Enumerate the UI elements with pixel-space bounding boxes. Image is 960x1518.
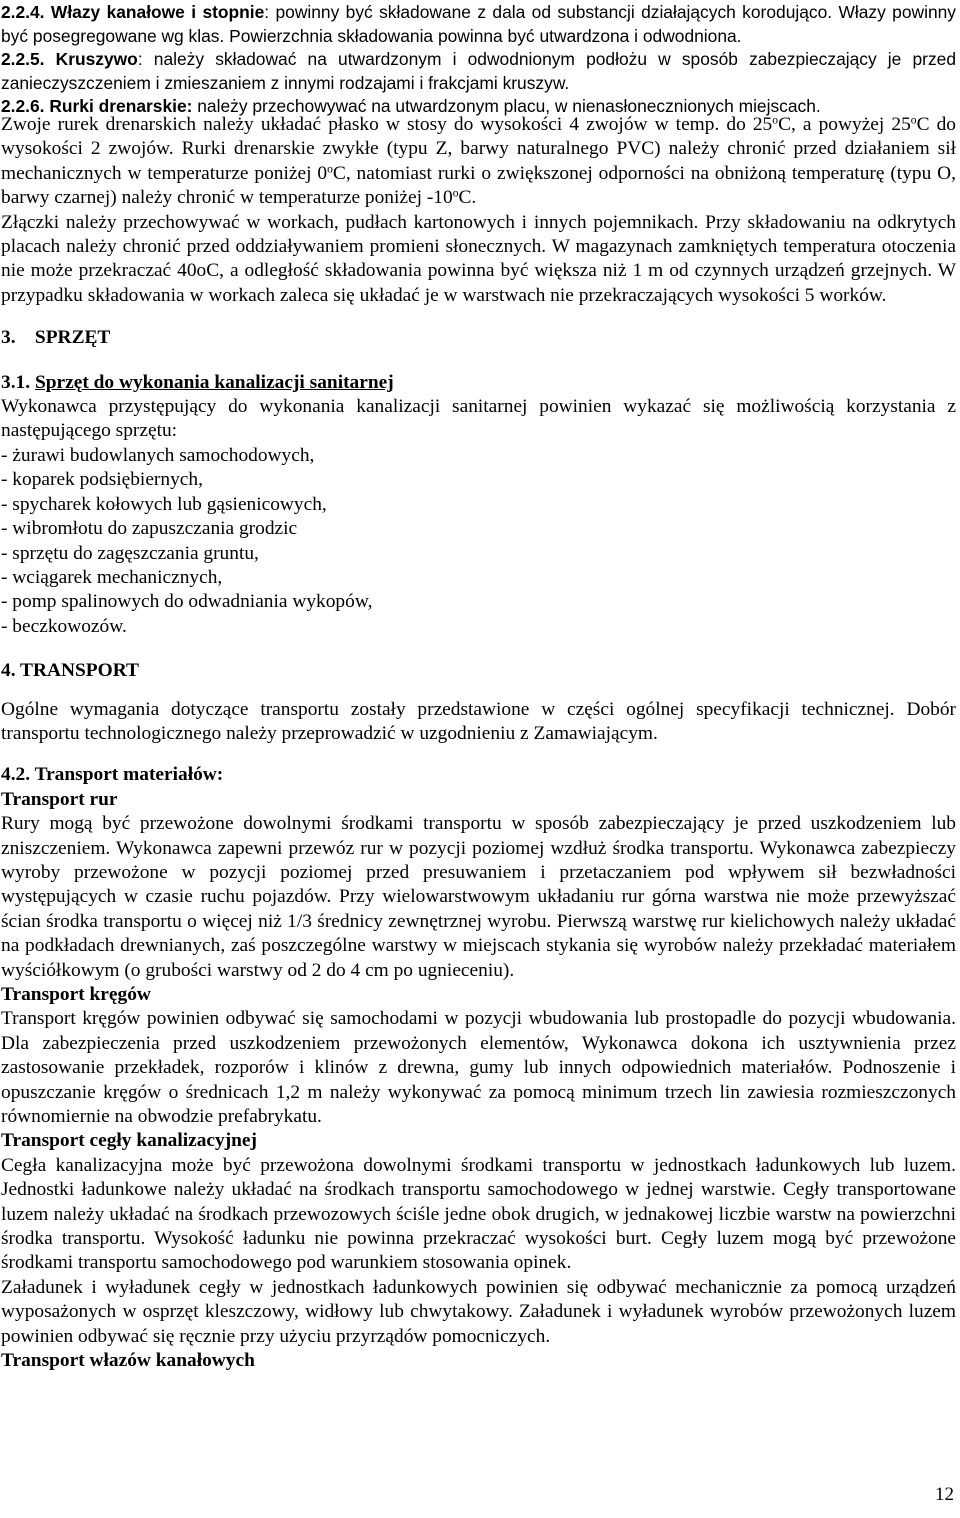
section-number: 3.1. [1, 371, 35, 393]
list-item: - koparek podsiębiernych, [1, 469, 203, 491]
rings-transport-text: Transport kręgów powinien odbywać się samochodami w pozycji wbudowania lub prostopadle do pozycji wbudowania. Dla zabezpieczenia przed uszkodzeniem przewożonych elementów, Wykonawca dokona ich usztywnienia przez zastosowanie przekładek, rozporów i klinów z drewna, gumy lub innych odpowiednich materiałów. Podnoszenie i opuszczanie kręgów o średnicach 1,2 m należy wykonywać za pomocą minimum trzech lin zawiesia rozmieszczonych równomiernie na obwodzie prefabrykatu. [1, 1008, 956, 1128]
section-text: należy przechowywać na utwardzonym placu, w nienasłonecznionych miejscach. [192, 96, 821, 116]
section-3-heading: 3. SPRZĘT [1, 327, 111, 349]
brick-transport-heading: Transport cegły kanalizacyjnej [1, 1130, 257, 1152]
list-item: - pomp spalinowych do odwadniania wykopów, [1, 591, 373, 613]
degree-mark: o [327, 162, 333, 176]
fittings-paragraph: Złączki należy przechowywać w workach, pudłach kartonowych i innych pojemnikach. Przy składowaniu na odkrytych placach należy chronić przed oddziaływaniem promieni słonecznych. W magazynach zamkniętych temperatura otoczenia nie może przekraczać 40oC, a odległość składowania powinna być większa niż 1 m od czynnych urządzeń grzejnych. W przypadku składowania w workach zaleca się układać je w warstwach nie przekraczających wysokości 5 worków. [1, 211, 956, 306]
section-number: 2.2.4. [1, 2, 45, 22]
section-number: 2.2.6. [1, 96, 45, 116]
section-title: Kruszywo [55, 49, 138, 69]
section-4-heading: 4. TRANSPORT [1, 660, 139, 682]
section-title: Rurki drenarskie: [49, 96, 193, 116]
text-run: C. [458, 187, 477, 209]
section-text: : powinny być składowane z dala od substancji działających korodująco. Włazy powinny być posegregowane wg klas. Powierzchnia składowania powinna być utwardzona i odwodniona. [1, 2, 956, 46]
list-item: - wibromłotu do zapuszczania grodzic [1, 518, 298, 540]
degree-mark: o [910, 113, 917, 127]
pipes-transport-heading: Transport rur [1, 788, 118, 810]
text-run: C do wysokości 2 zwojów. [1, 114, 956, 160]
section-text: : należy składować na utwardzonym i odwodnionym podłożu w sposób zabezpieczający je przed zanieczyszczeniem i zmieszaniem z innymi rodzajami i frakcjami kruszyw. [1, 49, 956, 93]
brick-transport-text: Cegła kanalizacyjna może być przewożona dowolnymi środkami transportu w jednostkach ładunkowych lub luzem. Jednostki ładunkowe należy układać na środkach transportu samochodowego w jednej warstwie. Cegły transportowane luzem należy układać na środkach przewozowych ściśle jedne obok drugich, w jednakowej liczbie warstw na powierzchni środka transportu. Wysokość ładunku nie powinna przekraczać wysokości burt. Cegły luzem mogą być przewożone środkami transportu samochodowego pod warunkiem stosowania opinek. [1, 1154, 956, 1274]
page-number: 12 [935, 1484, 954, 1505]
pipes-transport-text: Rury mogą być przewożone dowolnymi środkami transportu w sposób zabezpieczający je przed uszkodzeniem lub zniszczeniem. Wykonawca zapewni przewóz rur w pozycji poziomej wzdłuż środka transportu. Wykonawca zabezpieczy wyroby przewożone w pozycji poziomej przed presuwaniem i przetaczaniem pod wpływem sił bezwładności występujących w czasie ruchu pojazdów. Przy wielowarstwowym układaniu rur górna warstwa nie może przewyższać ścian środka transportu o więcej niż 1/3 średnicy zewnętrznej wyrobu. Pierwszą warstwę rur kielichowych należy układać na podkładach drewnianych, zaś poszczególne warstwy w miejscach stykania się wyrobów należy przekładać materiałem wyściółkowym (o grubości warstwy od 2 do 4 cm po ugnieceniu). [1, 813, 956, 981]
equipment-list [1, 444, 956, 639]
list-item: - żurawi budowlanych samochodowych, [1, 444, 315, 466]
equipment-intro: Wykonawca przystępujący do wykonania kanalizacji sanitarnej powinien wykazać się możliwością korzystania z następującego sprzętu: [1, 396, 956, 442]
list-item: - beczkowozów. [1, 615, 127, 637]
section-title: Sprzęt do wykonania kanalizacji sanitarnej [34, 371, 394, 393]
main-text [1, 113, 956, 1374]
section-3-1-heading [1, 371, 956, 395]
section-4-2-heading: 4.2. Transport materiałów: [1, 764, 224, 786]
degree-mark: o [772, 113, 779, 127]
list-item: - sprzętu do zagęszczania gruntu, [1, 542, 259, 564]
drainage-pipes-paragraph [1, 113, 956, 211]
section-title: Włazy kanałowe i stopnie [50, 2, 265, 22]
text-run: Zwoje rurek drenarskich należy układać płasko w stosy do wysokości 4 zwojów w temp. do 25 [1, 114, 773, 135]
list-item: - spycharek kołowych lub gąsienicowych, [1, 493, 327, 515]
transport-intro: Ogólne wymagania dotyczące transportu zostały przedstawione w części ogólnej specyfikacji technicznej. Dobór transportu technologicznego należy przeprowadzić w uzgodnieniu z Zamawiającym. [1, 698, 956, 744]
text-run: C, a powyżej 25 [778, 114, 911, 135]
text-run: Rurki drenarskie zwykłe (typu Z, barwy naturalnego PVC) należy chronić przed działaniem sił mechanicznych w temperaturze poniżej 0 [1, 138, 957, 184]
degree-mark: o [452, 186, 459, 200]
list-item: - wciągarek mechanicznych, [1, 566, 223, 588]
section-2-2-5 [1, 48, 956, 95]
section-number: 2.2.5. [1, 49, 45, 69]
rings-transport-heading: Transport kręgów [1, 984, 151, 1005]
section-2-2-4 [1, 1, 956, 48]
manhole-transport-heading: Transport włazów kanałowych [1, 1350, 255, 1372]
storage-sections [1, 1, 956, 119]
brick-loading-text: Załadunek i wyładunek cegły w jednostkach ładunkowych powinien się odbywać mechanicznie za pomocą urządzeń wyposażonych w osprzęt kleszczowy, widłowy lub chwytakowy. Załadunek i wyładunek wyrobów przewożonych luzem powinien odbywać się ręcznie przy użyciu przyrządów pomocniczych. [1, 1276, 956, 1347]
text-run: C, natomiast rurki o zwiększonej odporności na obniżoną temperaturę (typu O, barwy czarnej) należy chronić w temperaturze poniżej -10 [1, 162, 956, 209]
